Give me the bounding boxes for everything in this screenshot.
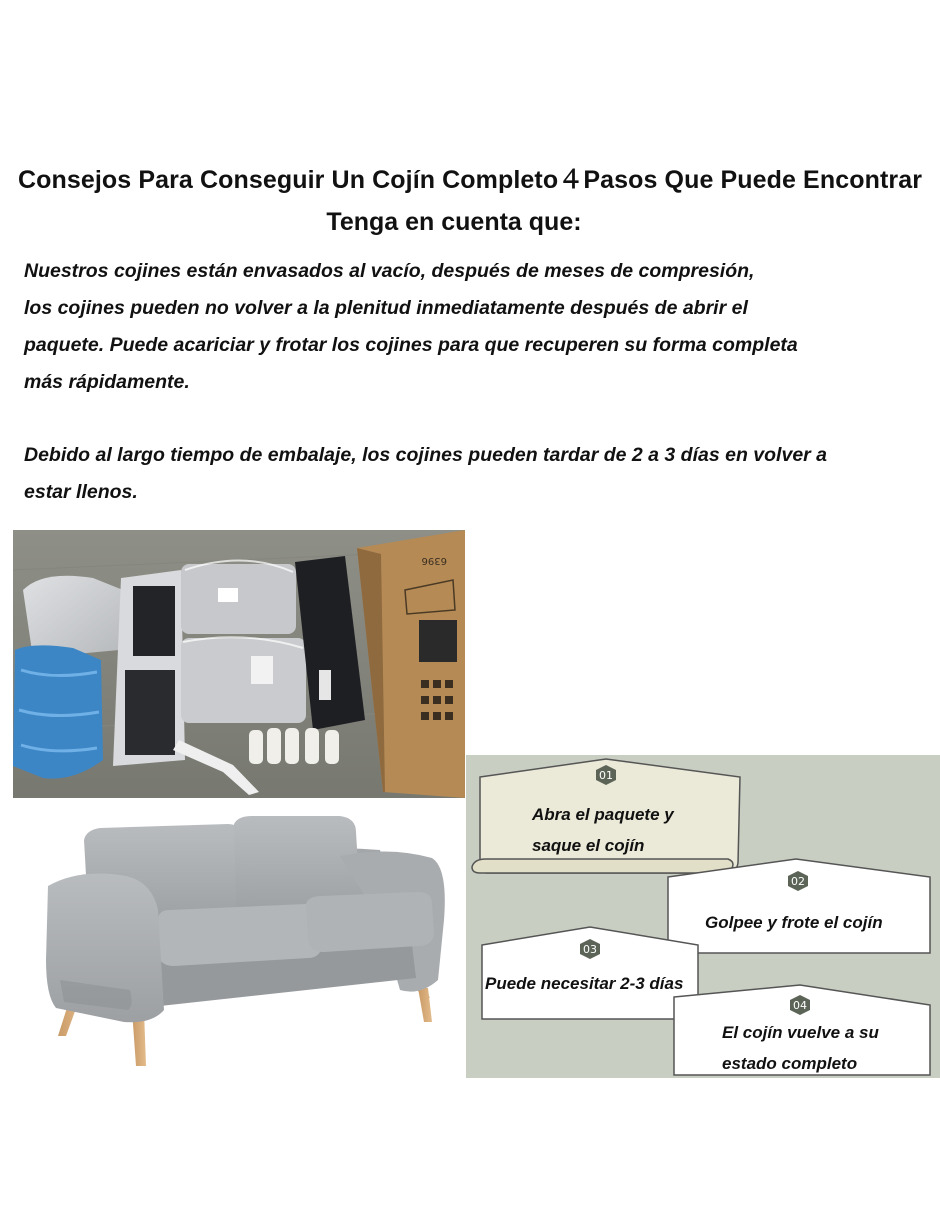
- paragraph-line: más rápidamente.: [24, 371, 190, 393]
- svg-text:02: 02: [791, 875, 805, 888]
- step-4-line: El cojín vuelve a su: [722, 1023, 879, 1042]
- svg-text:03: 03: [583, 943, 597, 956]
- step-2-line: Golpee y frote el cojín: [705, 913, 883, 932]
- step-3-line: Puede necesitar 2-3 días: [485, 974, 684, 993]
- step-4-text: [722, 1017, 879, 1079]
- paragraph-line: paquete. Puede acariciar y frotar los cojines para que recuperen su forma completa: [24, 334, 798, 356]
- step-3-text: [485, 968, 683, 999]
- paragraph-line: Nuestros cojines están envasados al vacío, después de meses de compresión,: [24, 260, 755, 282]
- unboxed-package-photo: [13, 530, 465, 798]
- step-1-line: saque el cojín: [532, 836, 645, 855]
- page-subtitle: Tenga en cuenta que:: [326, 208, 582, 236]
- steps-panel: [466, 755, 940, 1078]
- svg-text:01: 01: [599, 769, 613, 782]
- step-4-line: estado completo: [722, 1054, 858, 1073]
- info-paragraph-1: [24, 253, 904, 401]
- step-1-line: Abra el paquete y: [532, 805, 674, 824]
- sofa-image: [40, 810, 460, 1075]
- step-2-text: [705, 907, 883, 938]
- paragraph-line: estar llenos.: [24, 481, 138, 503]
- box-print-code: 6396: [421, 555, 447, 566]
- step-1-text: [532, 799, 674, 861]
- paragraph-line: los cojines pueden no volver a la plenitud inmediatamente después de abrir el: [24, 297, 748, 319]
- info-paragraph-2: [24, 437, 904, 511]
- svg-text:04: 04: [793, 999, 807, 1012]
- page-title: Consejos Para Conseguir Un Cojín Completo４Pasos Que Puede Encontrar: [17, 166, 923, 194]
- paragraph-line: Debido al largo tiempo de embalaje, los cojines pueden tardar de 2 a 3 días en volver a: [24, 444, 828, 466]
